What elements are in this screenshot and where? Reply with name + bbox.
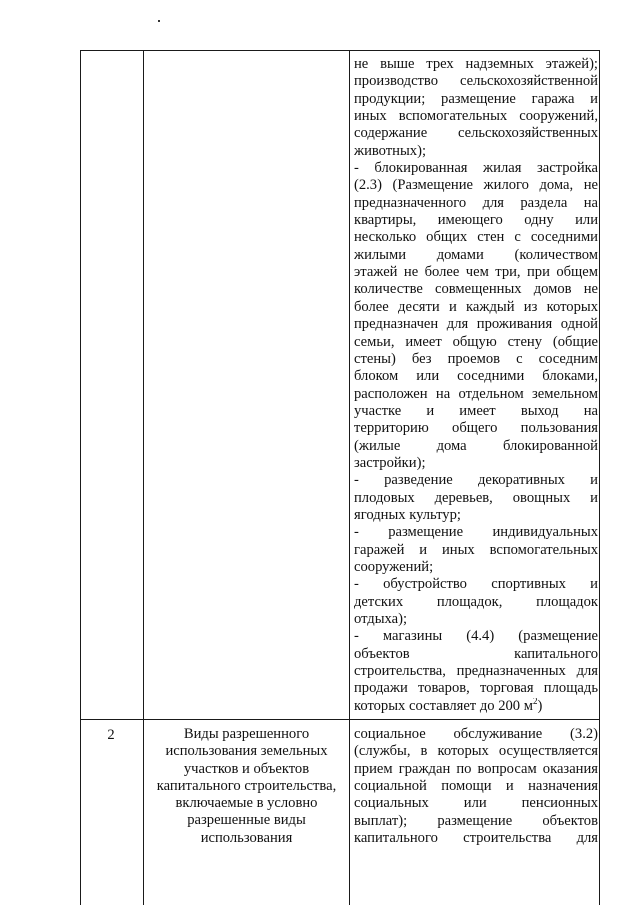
text-line: - разведение декоративных и — [354, 472, 598, 489]
text-line: Виды разрешенного — [183, 726, 310, 742]
text-line: не выше трех надземных этажей); — [354, 56, 598, 72]
row1-content-cell — [354, 56, 598, 715]
text-line: капитального строительства для — [354, 830, 598, 847]
text-line: - размещение индивидуальных — [354, 524, 598, 541]
text-line: плодовых деревьев, овощных и — [354, 489, 598, 506]
text-line: разрешенные виды — [187, 812, 306, 829]
text-line: - обустройство спортивных и — [354, 576, 598, 593]
text-line: включаемые в условно — [175, 795, 318, 812]
text-line: (жилые дома блокированной — [354, 437, 598, 454]
text-line: продукции; размещение гаража и — [354, 90, 598, 107]
text-line: участке и имеет выход на — [354, 402, 598, 419]
table-left-border — [80, 50, 81, 905]
row-divider — [80, 719, 599, 720]
text-line: использования земельных — [165, 743, 328, 760]
table-right-border — [599, 50, 600, 905]
text-line: капитального строительства, — [156, 777, 337, 794]
text-line: социальных или пенсионных — [354, 795, 598, 812]
text-line: гаражей и иных вспомогательных — [354, 541, 598, 558]
text-line: содержание сельскохозяйственных — [354, 125, 598, 142]
scan-speck — [158, 20, 160, 22]
text-line: ягодных культур; — [354, 506, 461, 523]
text-line: прием граждан по вопросам оказания — [354, 760, 598, 777]
text-line: блоком или соседними блоками, — [354, 368, 598, 385]
text-line: использования — [200, 829, 293, 846]
text-line: территорию общего пользования — [354, 420, 598, 437]
text-line: предназначенного для раздела на — [354, 194, 598, 211]
text-line: продажи товаров, торговая площадь — [354, 680, 598, 697]
text-line: - блокированная жилая застройка — [354, 160, 598, 177]
text-line: детских площадок, площадок — [354, 593, 598, 610]
text-line: несколько общих стен с соседними — [354, 229, 598, 246]
text-line: строительства, предназначенных для — [354, 663, 598, 680]
text-line: социальное обслуживание (3.2) — [354, 726, 598, 742]
text-line: расположен на отдельном земельном — [354, 385, 598, 402]
text-line: участков и объектов — [183, 760, 310, 777]
text-line: застройки); — [354, 454, 426, 471]
text-line-area — [354, 698, 598, 715]
column-divider-2 — [349, 50, 350, 905]
closing-parenthesis: ) — [537, 697, 543, 714]
row2-content-cell — [354, 726, 598, 847]
text-line: количестве совмещенных домов не — [354, 281, 598, 298]
superscript-exponent: 2 — [532, 697, 538, 706]
text-line: предназначен для проживания одной — [354, 316, 598, 333]
text-line: квартиры, имеющего одну или — [354, 212, 598, 229]
text-line: (службы, в которых осуществляется — [354, 743, 598, 760]
text-line: семьи, имеет общую стену (общие — [354, 333, 598, 350]
text-line: - магазины (4.4) (размещение — [354, 628, 598, 645]
row2-name-cell — [145, 726, 348, 847]
text-line: стены) без проемов с соседним — [354, 350, 598, 367]
table-top-border — [80, 50, 599, 51]
text-line: жилыми домами (количеством — [354, 246, 598, 263]
text-line: животных); — [354, 142, 426, 159]
text-line: отдыха); — [354, 611, 408, 627]
text-line: социальной помощи и назначения — [354, 778, 598, 795]
text-line: (2.3) (Размещение жилого дома, не — [354, 177, 598, 194]
text-line: этажей не более чем три, при общем — [354, 264, 598, 281]
text-line: выплат); размещение объектов — [354, 812, 598, 829]
text-line: иных вспомогательных сооружений, — [354, 108, 598, 125]
text-line: сооружений; — [354, 558, 434, 575]
text-line: которых составляет до 200 м — [354, 697, 533, 714]
text-line: объектов капитального — [354, 645, 598, 662]
text-line: производство сельскохозяйственной — [354, 73, 598, 90]
text-line: более десяти и каждый из которых — [354, 298, 598, 315]
column-divider-1 — [143, 50, 144, 905]
row2-number-cell: 2 — [107, 727, 115, 743]
